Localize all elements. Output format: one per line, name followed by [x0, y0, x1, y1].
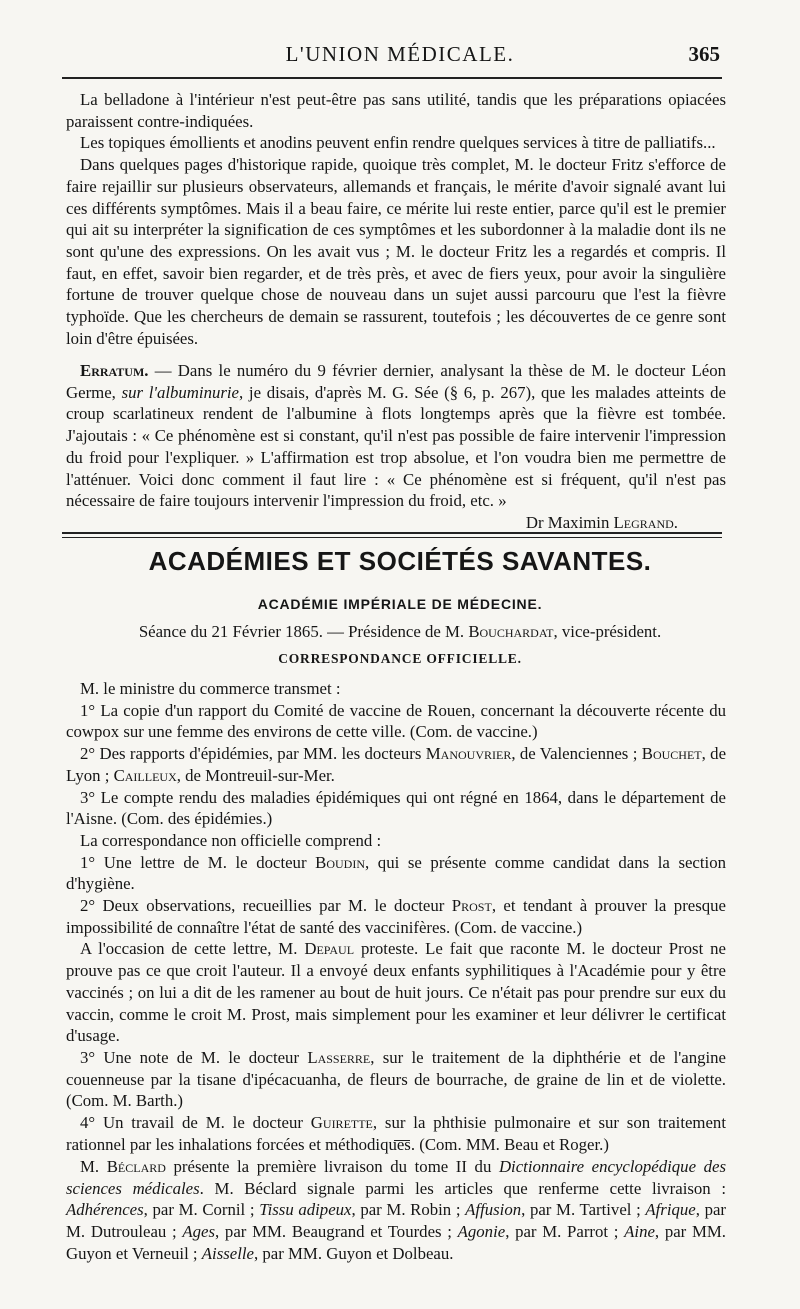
bec-f: Adhérences	[66, 1200, 144, 1220]
n2-a: 2° Deux observations, recueillies par M. le docteur	[80, 896, 452, 916]
bec-j: Affusion	[465, 1200, 522, 1220]
erratum-text-2: , je disais, d'après M. G. Sée (§ 6, p. 267), que les malades atteints de croup scarlatineux rendent de l'albumine à flots longtemps après que la fièvre est tombée. J'ajoutais : « Ce phénomène est si constant, qu'il n'est pas possible de faire intervenir l'impression du froid pour l'expliquer. » L'affirmation est trop absolue, et l'on voudra bien me permettre de l'atténuer. Voici donc comment il faut lire : « Ce phénomène est si fréquent, qu'il n'est pas nécessaire de faire toujours intervenir l'impression du froid, etc. »	[66, 382, 726, 511]
n4-a: 4° Un travail de M. le docteur	[80, 1113, 311, 1133]
section-title: ACADÉMIES ET SOCIÉTÉS SAVANTES.	[148, 546, 652, 576]
item-2-d: Bouchet	[641, 744, 702, 764]
item-2-a: 2° Des rapports d'épidémies, par MM. les docteurs	[80, 744, 426, 764]
depaul-b: Depaul	[304, 939, 355, 959]
erratum-italic: sur l'albuminurie	[121, 382, 240, 402]
nonofficial-item-1	[66, 852, 726, 895]
paragraph-fritz: Dans quelques pages d'historique rapide, quoique très complet, M. le docteur Fritz s'efforce de faire rejaillir sur plusieurs observateurs, allemands et français, le mérite d'avoir signalé avant lui ces différents symptômes. Mais il a beau faire, ce mérite lui reste entier, parce qu'il est le premier qui ait su interpréter la signification de ces symptômes et les subordonner à la maladie dont ils ne sont qu'une des expressions. On les avait vus ; M. le docteur Fritz les a regardés et compris. Il faut, en effet, savoir bien regarder, et de très près, et avec de fiers yeux, pour avoir la singulière fortune de trouver quelque chose de nouveau dans un sujet aussi parcouru que l'est la fièvre typhoïde. Que les chercheurs de demain se rassurent, toutefois ; les découvertes de ce genre sont loin d'être épuisées.	[66, 155, 726, 348]
signature-prefix: Dr Maximin	[525, 512, 614, 532]
beclard-paragraph	[66, 1156, 726, 1265]
item-2-f: Cailleux	[113, 765, 177, 785]
bec-h: Tissu adipeux	[259, 1200, 352, 1220]
signature-name: Legrand.	[613, 512, 678, 532]
n4-b: Guirette	[310, 1113, 373, 1133]
section-rule-thick	[62, 532, 722, 534]
bec-i: , par M. Robin ;	[351, 1200, 466, 1220]
top-text-block	[66, 89, 726, 349]
nonofficial-item-4	[66, 1112, 726, 1155]
bec-o: , par MM. Beaugrand et Tourdes ;	[215, 1222, 458, 1242]
item-2-g: , de Montreuil-sur-Mer.	[176, 765, 335, 785]
nonofficial-item-3	[66, 1047, 726, 1112]
academy-heading: ACADÉMIE IMPÉRIALE DE MÉDECINE.	[257, 596, 543, 612]
bec-t: Aisselle	[201, 1243, 254, 1263]
beclard-block	[66, 1156, 726, 1265]
n3-b: Lasserre	[307, 1047, 371, 1067]
bec-m: , par M. Dutrouleau ;	[66, 1200, 727, 1242]
seance-prefix: Séance du 21 Février 1865. — Présidence de M.	[138, 622, 469, 641]
bec-g: , par M. Cornil ;	[143, 1200, 260, 1220]
n1-b: Boudin	[315, 852, 365, 872]
depaul-paragraph	[66, 938, 726, 1047]
bec-e: . M. Béclard signale parmi les articles que renferme cette livraison :	[199, 1178, 726, 1198]
running-title: L'UNION MÉDICALE.	[285, 42, 515, 66]
n1-c: , qui se présente comme candidat dans la section d'hygiène.	[66, 852, 726, 894]
item-2-c: , de Valenciennes ;	[511, 744, 642, 764]
item-2	[66, 743, 726, 786]
n2-b: Prost	[451, 896, 492, 916]
bec-r: Aine	[624, 1222, 655, 1242]
n2-c: , et tendant à prouver la presque impossibilité de connaître l'état de santé des vaccinifères. (Com. de vaccine.)	[66, 896, 726, 937]
item-1: 1° La copie d'un rapport du Comité de vaccine de Rouen, concernant la découverte récente du cowpox sur une femme des environs de cette ville. (Com. de vaccine.)	[66, 700, 726, 742]
n4-c: , sur la phthisie pulmonaire et sur son traitement rationnel par les inhalations forcées et méthodiques. (Com. MM. Beau et Roger.)	[66, 1113, 726, 1154]
seance-line	[0, 622, 800, 642]
erratum-label: Erratum.	[80, 361, 149, 380]
minister-line: M. le ministre du commerce transmet :	[80, 679, 341, 698]
n1-a: 1° Une lettre de M. le docteur	[80, 852, 316, 872]
nonofficial-item-2	[66, 895, 726, 938]
bec-n: Ages	[182, 1222, 216, 1242]
item-2-b: Manouvrier	[425, 744, 512, 764]
bec-p: Agonie	[457, 1222, 506, 1242]
separator-dash	[394, 1140, 410, 1141]
erratum-text-1: — Dans le numéro du 9 février dernier, analysant la thèse de M. le docteur Léon Germe,	[66, 361, 726, 402]
bec-s: , par MM. Guyon et Verneuil ;	[66, 1222, 727, 1263]
header-rule	[62, 77, 722, 79]
bec-q: , par M. Parrot ;	[505, 1222, 625, 1242]
running-head	[0, 40, 800, 74]
correspondance-heading: CORRESPONDANCE OFFICIELLE.	[278, 651, 522, 666]
bec-l: Afrique	[645, 1200, 696, 1220]
bec-c: présente la première livraison du tome II du	[165, 1157, 499, 1176]
erratum-signature	[66, 512, 726, 534]
bec-a: M.	[80, 1157, 107, 1176]
n3-c: , sur le traitement de la diphthérie et de l'angine couenneuse par la tisane d'ipécacuanha, de fleurs de bourrache, de graine de lin et de violette. (Com. M. Barth.)	[66, 1047, 726, 1111]
bec-k: , par M. Tartivel ;	[521, 1200, 646, 1220]
depaul-c: proteste. Le fait que raconte M. le docteur Prost ne prouve pas ce que croit l'auteur. Il a envoyé deux enfants syphilitiques à l'Académie pour y être vaccinés ; on lui a dit de les ramener au bout de huit jours. Ce n'était pas pour prendre sur eux du vaccin, comme le croit M. Prost, mais simplement pour les examiner et leur délivrer le certificat d'usage.	[66, 939, 726, 1046]
n3-a: 3° Une note de M. le docteur	[80, 1047, 308, 1067]
paragraph-belladone: La belladone à l'intérieur n'est peut-être pas sans utilité, tandis que les préparations opiacées paraissent contre-indiquées.	[66, 90, 726, 131]
bec-u: , par MM. Guyon et Dolbeau.	[253, 1243, 454, 1263]
page-number: 365	[688, 42, 720, 66]
non-officielle-line: La correspondance non officielle comprend :	[80, 830, 382, 850]
seance-suffix: , vice-président.	[553, 622, 662, 641]
seance-president: Bouchardat	[468, 622, 554, 641]
bec-b: Béclard	[106, 1157, 166, 1176]
erratum-block	[66, 360, 726, 534]
item-3: 3° Le compte rendu des maladies épidémiques qui ont régné en 1864, dans le département de l'Aisne. (Com. des épidémies.)	[66, 787, 726, 829]
bec-d: Dictionnaire encyclopédique des sciences médicales	[66, 1157, 726, 1198]
item-2-e: , de Lyon ;	[66, 744, 727, 785]
paragraph-topiques: Les topiques émollients et anodins peuvent enfin rendre quelques services à titre de palliatifs...	[80, 133, 716, 153]
section-rule-thin	[62, 537, 722, 538]
erratum-paragraph	[66, 360, 726, 512]
body-block	[66, 678, 726, 1155]
depaul-a: A l'occasion de cette lettre, M.	[80, 939, 305, 959]
